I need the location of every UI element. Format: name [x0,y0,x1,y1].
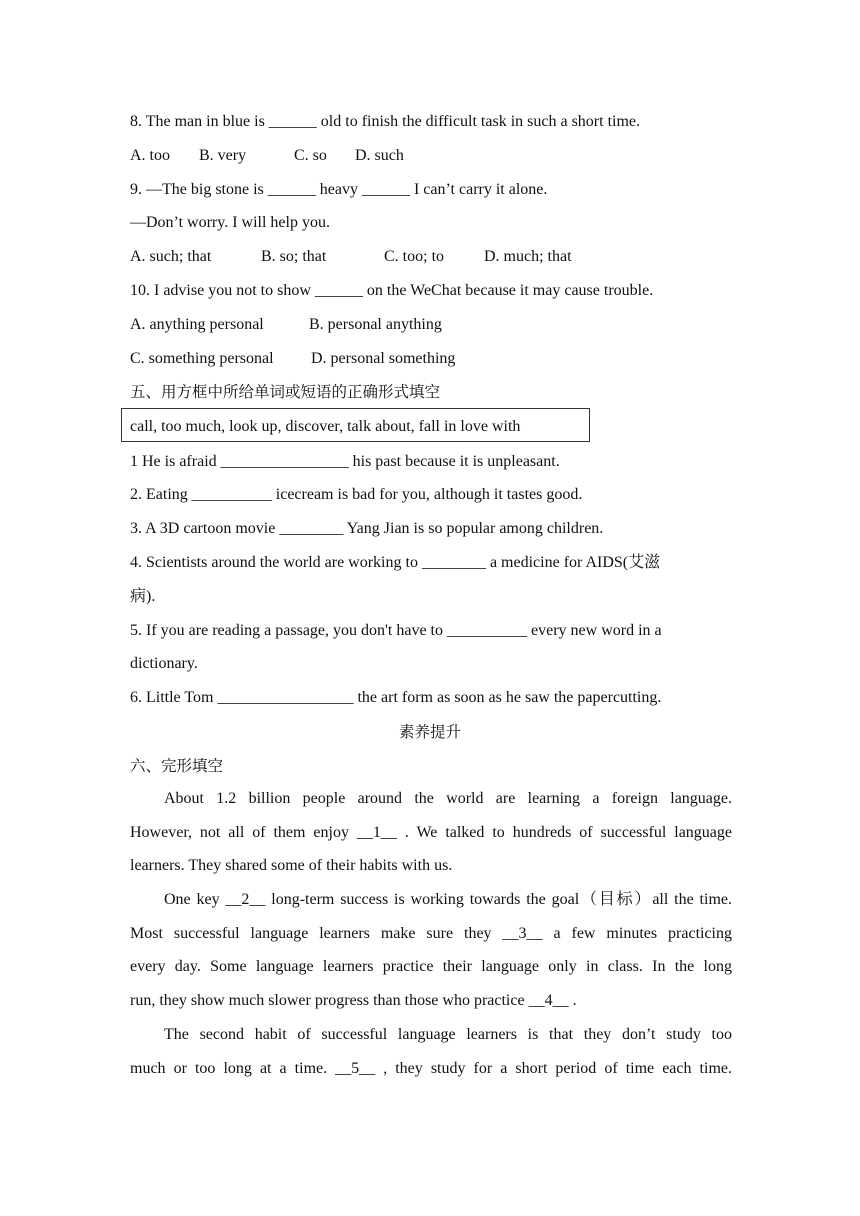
fill-item-1: 1 He is afraid ________________ his past because it is unpleasant. [130,453,560,470]
fill-item-5: 5. If you are reading a passage, you don't have to __________ every new word in a [130,622,662,639]
option-a: A. such; that [130,248,212,265]
passage-line: learners. They shared some of their habits with us. [130,857,453,875]
question-9-stem: 9. —The big stone is ______ heavy ______ I can’t carry it alone. [130,181,548,198]
option-b: B. very [199,147,247,164]
option-a: A. too [130,147,170,164]
fill-item-2: 2. Eating __________ icecream is bad for you, although it tastes good. [130,486,583,503]
question-9-reply: —Don’t worry. I will help you. [130,214,330,231]
passage-line: The second habit of successful language learners is that they don’t study too [164,1025,732,1043]
passage-line: One key __2__ long-term success is working towards the goal（目标）all the time. [164,891,732,909]
word-box [121,408,590,442]
option-c: C. so [294,147,327,164]
fill-item-3: 3. A 3D cartoon movie ________ Yang Jian is so popular among children. [130,520,604,537]
fill-item-5-cont: dictionary. [130,655,198,672]
question-8-stem: 8. The man in blue is ______ old to finish the difficult task in such a short time. [130,113,641,130]
passage-line: About 1.2 billion people around the world are learning a foreign language. [164,790,732,807]
section-5-heading: 五、用方框中所给单词或短语的正确形式填空 [130,383,441,401]
passage-line: run, they show much slower progress than those who practice __4__ . [130,992,577,1010]
question-10-stem: 10. I advise you not to show ______ on the WeChat because it may cause trouble. [130,282,654,299]
option-a: A. anything personal [130,316,264,333]
option-b: B. so; that [261,248,327,265]
passage-line: However, not all of them enjoy __1__ . We talked to hundreds of successful language [130,823,732,841]
section-title: 素养提升 [398,723,461,741]
option-d: D. personal something [311,350,456,367]
option-c: C. too; to [384,248,445,265]
fill-item-4-cont: 病). [130,588,156,605]
option-b: B. personal anything [309,316,442,333]
fill-item-6: 6. Little Tom _________________ the art form as soon as he saw the papercutting. [130,689,662,706]
passage-line: much or too long at a time. __5__ , they study for a short period of time each time. [130,1059,732,1077]
option-d: D. such [355,147,404,164]
fill-item-4: 4. Scientists around the world are working to ________ a medicine for AIDS(艾滋 [130,554,661,571]
passage-line: every day. Some language learners practice their language only in class. In the long [130,958,732,976]
passage-line: Most successful language learners make sure they __3__ a few minutes practicing [130,924,732,942]
word-box-text: call, too much, look up, discover, talk about, fall in love with [130,418,521,435]
option-d: D. much; that [484,248,572,265]
section-6-heading: 六、完形填空 [130,757,224,775]
cloze-passage [130,782,732,1085]
option-c: C. something personal [130,350,274,367]
